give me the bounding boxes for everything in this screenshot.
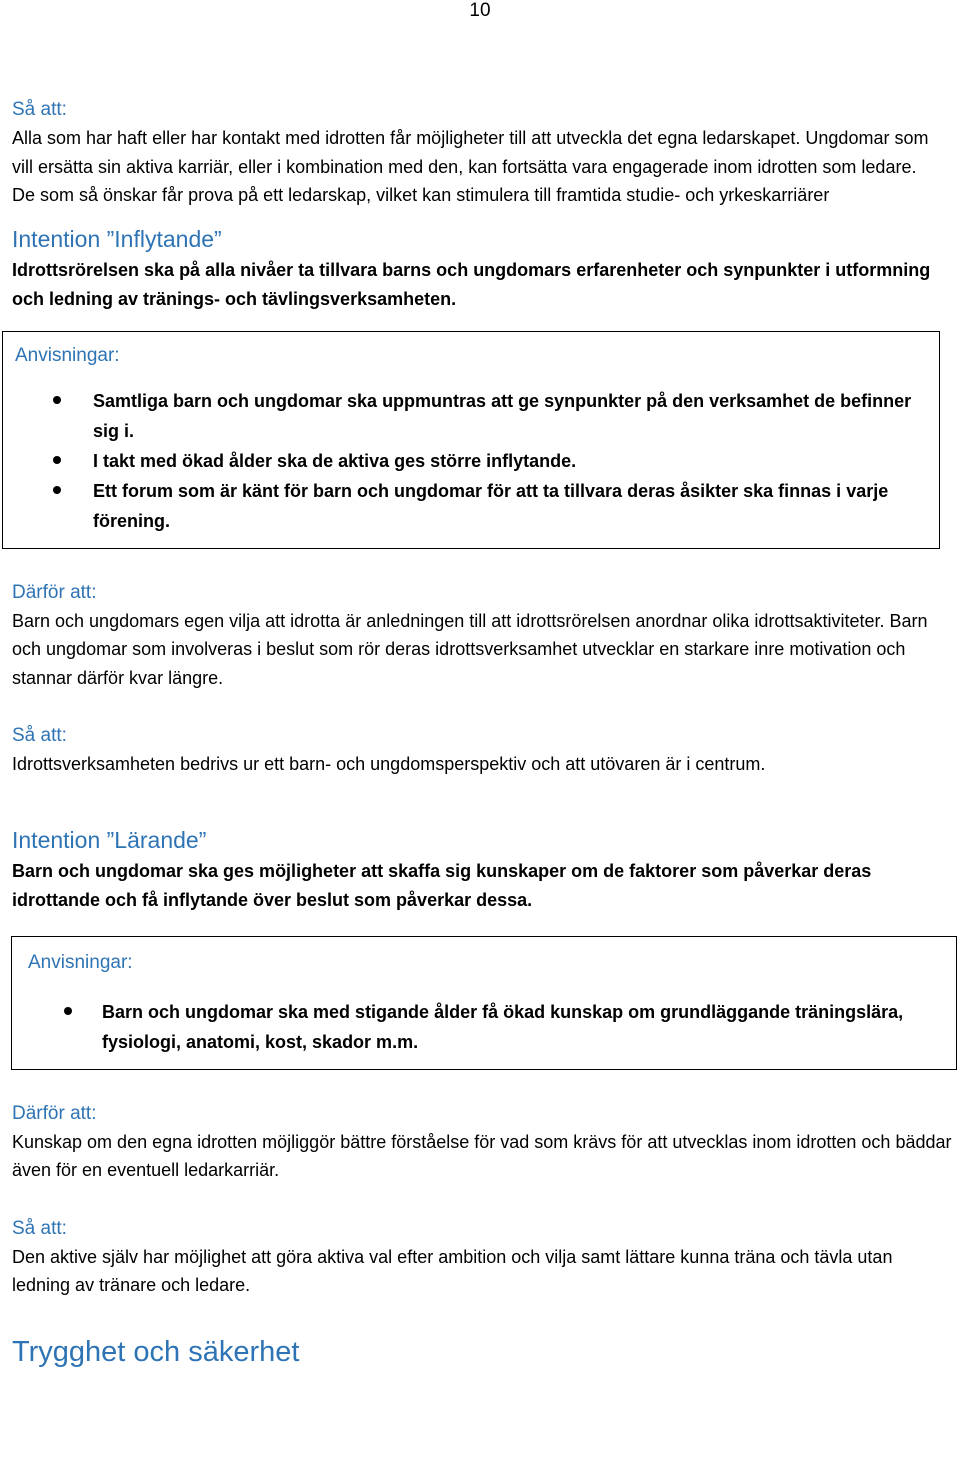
document-body bbox=[12, 96, 952, 1370]
bullet-icon bbox=[53, 456, 61, 464]
anvisningar-box bbox=[11, 936, 957, 1070]
paragraph: De som så önskar får prova på ett ledarskap, vilket kan stimulera till framtida studie- och yrkeskarriärer bbox=[12, 185, 830, 205]
intention-larande-title: Intention ”Lärande” bbox=[12, 826, 207, 853]
anvisningar-list bbox=[20, 997, 946, 1057]
sa-att-heading: Så att: bbox=[12, 725, 67, 746]
bullet-icon bbox=[64, 1007, 72, 1015]
section-sa-att-1 bbox=[12, 96, 952, 210]
anvisningar-heading: Anvisningar: bbox=[28, 951, 133, 973]
list-item: Ett forum som är känt för barn och ungdomar för att ta tillvara deras åsikter ska finnas i varje förening. bbox=[11, 476, 929, 536]
paragraph: Alla som har haft eller har kontakt med idrotten får möjligheter till att utveckla det egna ledarskapet. Ungdomar som vill ersätta sin aktiva karriär, eller i kombination med den, kan fortsätta vara engagerade inom idrotten som ledare. bbox=[12, 128, 929, 177]
sa-att-heading: Så att: bbox=[12, 1217, 67, 1239]
anvisningar-box bbox=[2, 331, 940, 549]
intention-inflytande-title: Intention ”Inflytande” bbox=[12, 225, 222, 252]
intention-statement: Idrottsrörelsen ska på alla nivåer ta tillvara barns och ungdomars erfarenheter och synpunkter i utformning och ledning av tränings- och tävlingsverksamheten. bbox=[12, 259, 931, 309]
section-heading-trygghet: Trygghet och säkerhet bbox=[12, 1335, 300, 1368]
intention-statement: Barn och ungdomar ska ges möjligheter att skaffa sig kunskaper om de faktorer som påverkar deras idrottande och få inflytande över beslut som påverkar dessa. bbox=[12, 860, 872, 910]
bullet-icon bbox=[53, 486, 61, 494]
list-item: Barn och ungdomar ska med stigande ålder få ökad kunskap om grundläggande träningslära, fysiologi, anatomi, kost, skador m.m. bbox=[20, 997, 946, 1057]
darfor-att-heading: Därför att: bbox=[12, 1102, 97, 1124]
page-number: 10 bbox=[469, 0, 491, 21]
anvisningar-heading: Anvisningar: bbox=[15, 344, 120, 366]
paragraph: Barn och ungdomars egen vilja att idrotta är anledningen till att idrottsrörelsen anordnar olika idrottsaktiviteter. Barn och ungdomar som involveras i beslut som rör deras idrottsverksamhet utvecklar en starkare inre motivation och stannar därför kvar längre. bbox=[12, 610, 928, 688]
anvisningar-list bbox=[11, 386, 929, 536]
bullet-icon bbox=[53, 396, 61, 404]
darfor-att-heading: Därför att: bbox=[12, 581, 97, 603]
list-item: Samtliga barn och ungdomar ska uppmuntras att ge synpunkter på den verksamhet de befinner sig i. bbox=[11, 386, 929, 446]
paragraph: Kunskap om den egna idrotten möjliggör bättre förståelse för vad som krävs för att utvecklas inom idrotten och bäddar även för en eventuell ledarkarriär. bbox=[12, 1131, 952, 1180]
list-item: I takt med ökad ålder ska de aktiva ges större inflytande. bbox=[11, 446, 929, 476]
sa-att-heading: Så att: bbox=[12, 99, 67, 120]
paragraph: Den aktive själv har möjlighet att göra aktiva val efter ambition och vilja samt lättare kunna träna och tävla utan ledning av tränare och ledare. bbox=[12, 1246, 893, 1295]
paragraph: Idrottsverksamheten bedrivs ur ett barn- och ungdomsperspektiv och att utövaren är i centrum. bbox=[12, 754, 766, 774]
